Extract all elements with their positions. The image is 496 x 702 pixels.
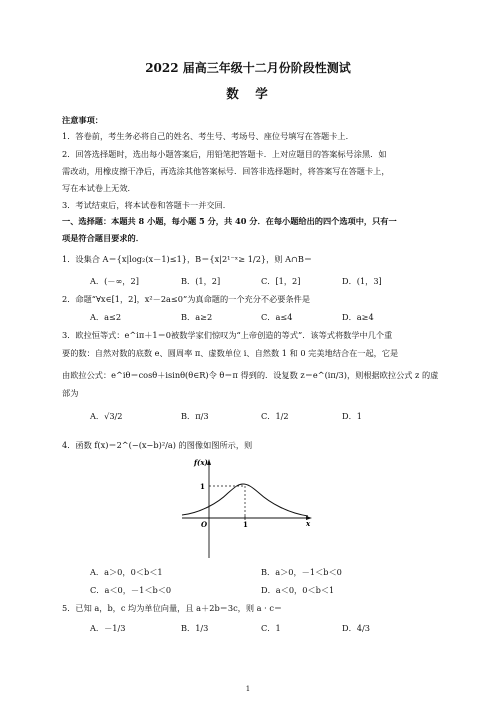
q3-line-1: 3．欧拉恒等式：e^iπ＋1＝0被数学家们惊叹为“上帝创造的等式”．该等式将数学中几个重	[62, 330, 393, 340]
tick-label-x1: 1	[243, 520, 248, 529]
q2-option-d: D．a≥4	[342, 312, 374, 322]
q3-line-2: 要的数：自然对数的底数 e、圆周率 π、虚数单位 i、自然数 1 和 0 完美地结合在一起，它是	[62, 348, 399, 358]
exam-title: 2022 届高三年级十二月份阶段性测试	[145, 61, 351, 75]
subject-title: 数 学	[226, 86, 270, 101]
section-heading: 一、选择题：本题共 8 小题，每小题 5 分，共 40 分．在每小题给出的四个选项中，只有一	[62, 216, 397, 226]
q2-option-a: A．a≤2	[90, 312, 122, 322]
q3-line-4: 部为	[62, 388, 79, 398]
q1-stem: 1．设集合 A＝{x|log₂(x－1)≤1}，B＝{x|2¹⁻ˣ≥ 1/2}，则 A∩B＝	[62, 254, 313, 264]
q4-stem: 4．函数 f(x)＝2^(−(x−b)²/a) 的图像如图所示，则	[62, 440, 253, 450]
x-axis-label: x	[306, 519, 311, 528]
q3-option-b: B．π/3	[181, 411, 209, 421]
notes-heading: 注意事项：	[62, 115, 103, 125]
q5-option-d: D．4/3	[342, 623, 370, 633]
tick-label-y1: 1	[200, 482, 205, 491]
q4-option-a: A．a＞0，0＜b＜1	[90, 567, 163, 577]
note-2: 2．回答选择题时，选出每小题答案后，用铅笔把答题卡．上对应题目的答案标号涂黑．如	[62, 149, 387, 159]
y-axis-label: f(x)	[194, 458, 208, 467]
q2-option-b: B．a≥2	[181, 312, 213, 322]
q3-option-d: D．1	[342, 411, 362, 421]
q1-option-b: B．(1，2]	[181, 276, 221, 286]
section-heading-cont: 项是符合题目要求的．	[62, 233, 144, 243]
q5-option-a: A．－1/3	[90, 623, 126, 633]
note-1: 1．答卷前，考生务必将自己的姓名、考生号、考场号、座位号填写在答题卡上．	[62, 131, 354, 141]
q5-stem: 5．已知 a，b，c 均为单位向量，且 a＋2b＝3c，则 a · c＝	[62, 603, 283, 613]
q4-option-b: B．a＞0，－1＜b＜0	[261, 567, 342, 577]
q3-option-c: C．1/2	[261, 411, 289, 421]
origin-label: O	[201, 520, 208, 529]
q2-stem: 2．命题“∀x∈[1，2]，x²－2a≤0”为真命题的一个充分不必要条件是	[62, 294, 311, 304]
note-2-end: 写在本试卷上无效．	[62, 183, 136, 193]
q4-option-c: C．a＜0，－1＜b＜0	[90, 585, 172, 595]
page-number: 1	[245, 685, 251, 693]
q1-option-d: D．(1，3]	[342, 276, 382, 286]
q5-option-c: C．1	[261, 623, 281, 633]
q1-option-a: A．(－∞，2]	[90, 276, 139, 286]
note-3: 3．考试结束后，将本试卷和答题卡一并交回．	[62, 200, 231, 210]
q1-option-c: C．[1，2]	[261, 276, 301, 286]
q3-line-3: 由欧拉公式：e^iθ＝cosθ＋isinθ(θ∈R)令 θ＝π 得到的．设复数 z＝e^(iπ/3)，则根据欧拉公式 z 的虚	[62, 370, 439, 380]
note-2-cont: 需改动，用橡皮擦干净后，再选涂其他答案标号．回答非选择题时，将答案写在答题卡上，	[62, 166, 390, 176]
q4-option-d: D．a＜0，0＜b＜1	[261, 585, 335, 595]
q2-option-c: C．a≤4	[261, 312, 293, 322]
q5-option-b: B．1/3	[181, 623, 209, 633]
q3-option-a: A．√3/2	[90, 411, 123, 421]
q4-graph	[180, 455, 315, 560]
